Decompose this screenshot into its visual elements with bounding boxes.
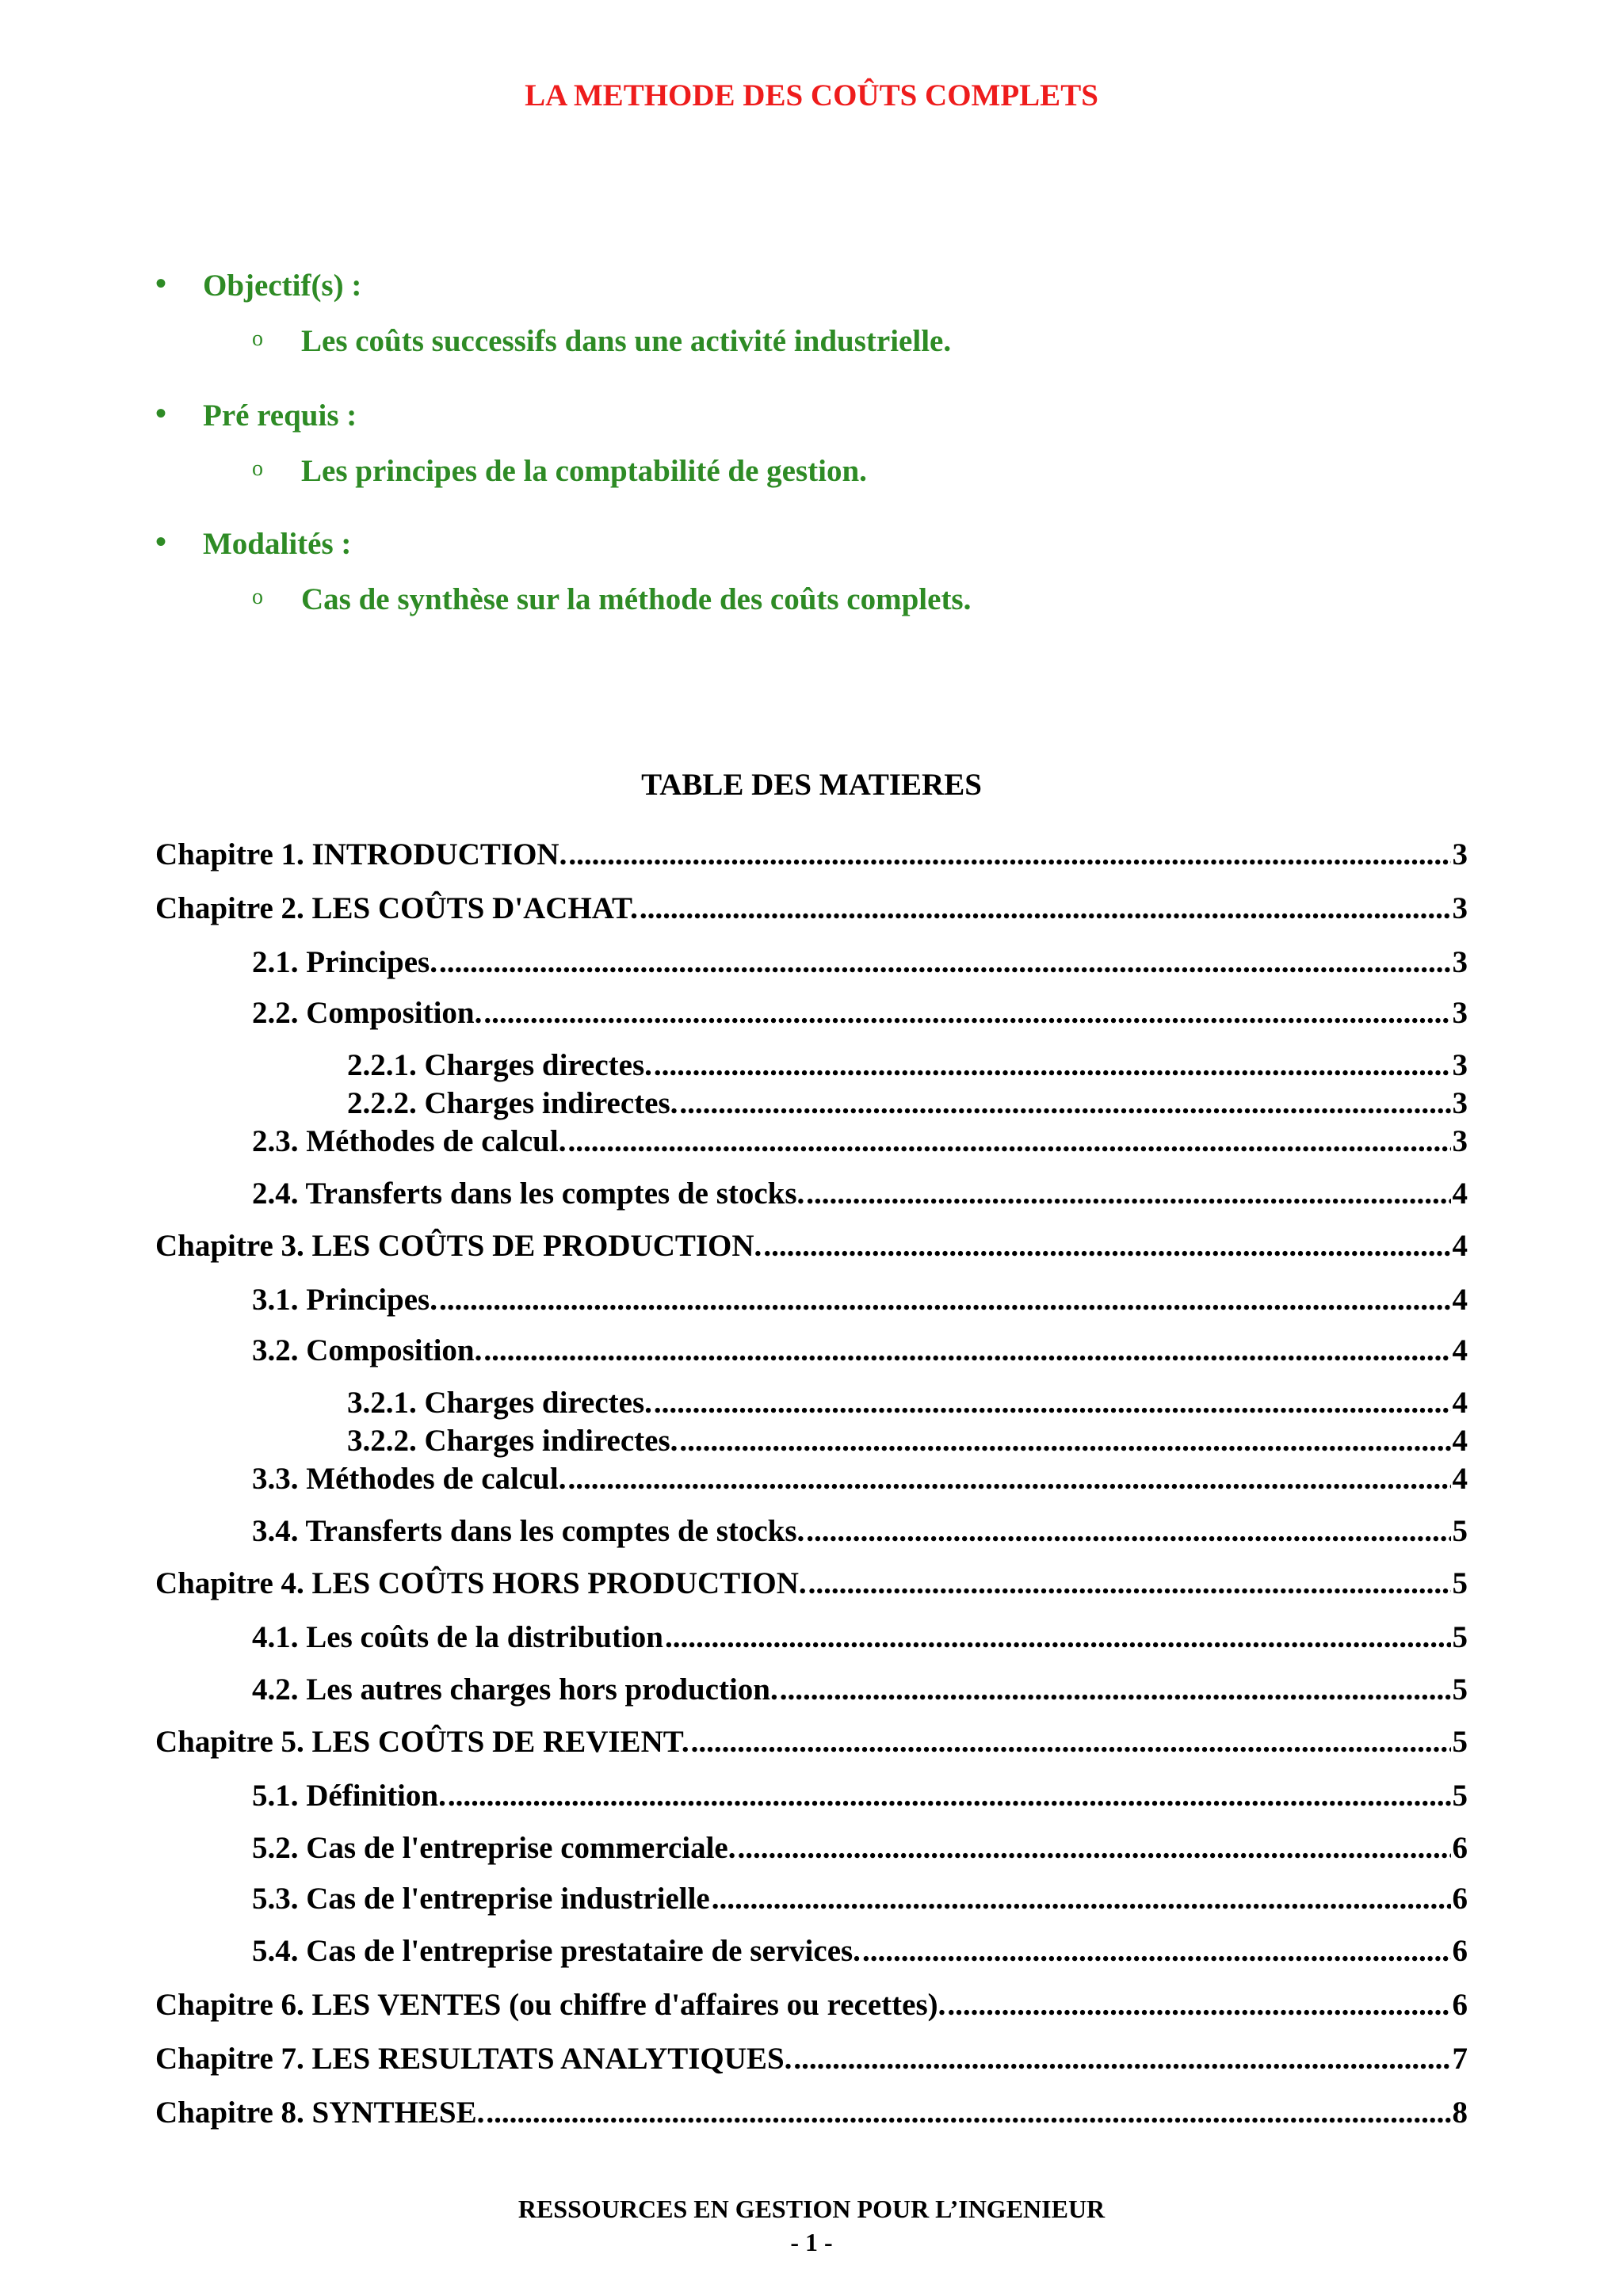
toc-entry-page: 3	[1452, 1124, 1468, 1158]
toc-entry-label: 4.2. Les autres charges hors production.	[252, 1672, 778, 1707]
toc-entry-label: Chapitre 7. LES RESULTATS ANALYTIQUES.	[155, 2042, 792, 2076]
toc-leader	[665, 1619, 1451, 1656]
toc-entry[interactable]	[252, 1513, 1468, 1550]
toc-entry[interactable]	[252, 1881, 1468, 1917]
document-title: LA METHODE DES COÛTS COMPLETS	[525, 78, 1098, 113]
toc-entry-label: 3.4. Transferts dans les comptes de stocks.	[252, 1514, 805, 1548]
toc-entry[interactable]	[252, 1672, 1468, 1708]
toc-leader	[691, 1724, 1451, 1760]
toc-entry-label: 5.4. Cas de l'entreprise prestataire de services.	[252, 1934, 861, 1968]
toc-leader	[679, 1085, 1450, 1122]
toc-entry-page: 4	[1452, 1333, 1468, 1367]
toc-entry-label: 5.2. Cas de l'entreprise commerciale.	[252, 1831, 736, 1865]
toc-leader	[654, 1047, 1451, 1084]
toc-leader	[947, 1987, 1450, 2023]
toc-entry-page: 4	[1452, 1386, 1468, 1420]
toc-entry[interactable]	[155, 1566, 1468, 1602]
objective-item-label: Les coûts successifs dans une activité industrielle.	[301, 324, 952, 358]
toc-entry[interactable]	[155, 1724, 1468, 1760]
toc-entry[interactable]	[347, 1423, 1468, 1459]
toc-entry-page: 5	[1452, 1672, 1468, 1707]
toc-leader	[808, 1566, 1451, 1602]
toc-leader	[806, 1513, 1450, 1550]
toc-entry[interactable]	[252, 1176, 1468, 1212]
toc-leader	[567, 1123, 1450, 1160]
toc-entry-page: 5	[1452, 1779, 1468, 1813]
bullet-icon: •	[155, 265, 167, 301]
toc-leader	[483, 1333, 1450, 1369]
toc-entry-page: 6	[1452, 1831, 1468, 1865]
toc-entry[interactable]	[252, 1282, 1468, 1318]
toc-entry-page: 8	[1452, 2096, 1468, 2130]
toc-leader	[640, 891, 1451, 927]
toc-entry-page: 3	[1452, 996, 1468, 1030]
toc-leader	[439, 944, 1451, 981]
toc-entry-label: 3.2.2. Charges indirectes.	[347, 1424, 678, 1458]
toc-entry-page: 5	[1452, 1725, 1468, 1759]
toc-entry[interactable]	[252, 1830, 1468, 1867]
toc-entry[interactable]	[252, 1461, 1468, 1497]
toc-entry[interactable]	[155, 1987, 1468, 2023]
toc-entry-label: Chapitre 3. LES COÛTS DE PRODUCTION.	[155, 1229, 762, 1263]
toc-entry-label: 2.2. Composition.	[252, 996, 483, 1030]
toc-entry[interactable]	[252, 1933, 1468, 1970]
toc-entry[interactable]	[155, 837, 1468, 873]
toc-leader	[793, 2041, 1450, 2077]
toc-entry-label: Chapitre 5. LES COÛTS DE REVIENT.	[155, 1725, 689, 1759]
page-number: - 1 -	[790, 2228, 833, 2256]
bullet-icon: •	[155, 524, 167, 559]
toc-leader	[780, 1672, 1451, 1708]
toc-entry[interactable]	[252, 1123, 1468, 1160]
toc-title: TABLE DES MATIERES	[641, 768, 982, 802]
toc-entry[interactable]	[252, 1333, 1468, 1369]
objective-heading-label: Objectif(s) :	[203, 269, 362, 303]
toc-entry-label: Chapitre 4. LES COÛTS HORS PRODUCTION.	[155, 1566, 807, 1600]
toc-entry-page: 4	[1452, 1229, 1468, 1263]
toc-entry[interactable]	[347, 1085, 1468, 1122]
toc-entry-label: Chapitre 1. INTRODUCTION.	[155, 837, 567, 871]
toc-leader	[806, 1176, 1450, 1212]
toc-entry-page: 3	[1452, 837, 1468, 871]
toc-entry[interactable]	[347, 1385, 1468, 1421]
prerequisite-item-label: Les principes de la comptabilité de gestion.	[301, 454, 867, 488]
toc-entry-label: 2.4. Transferts dans les comptes de stocks.	[252, 1177, 805, 1211]
toc-entry-page: 3	[1452, 945, 1468, 979]
toc-entry-label: Chapitre 8. SYNTHESE.	[155, 2096, 485, 2130]
toc-entry-page: 4	[1452, 1283, 1468, 1317]
toc-entry-page: 6	[1452, 1988, 1468, 2022]
toc-entry-page: 3	[1452, 891, 1468, 925]
toc-entry-label: 5.3. Cas de l'entreprise industrielle	[252, 1882, 710, 1916]
toc-entry-page: 6	[1452, 1882, 1468, 1916]
toc-entry-page: 4	[1452, 1462, 1468, 1496]
toc-entry-page: 4	[1452, 1177, 1468, 1211]
toc-leader	[737, 1830, 1450, 1867]
toc-leader	[439, 1282, 1451, 1318]
toc-entry[interactable]	[252, 1619, 1468, 1656]
circle-bullet-icon: o	[252, 585, 263, 609]
circle-bullet-icon: o	[252, 456, 263, 481]
toc-leader	[679, 1423, 1450, 1459]
toc-entry-label: 3.3. Méthodes de calcul.	[252, 1462, 567, 1496]
toc-leader	[862, 1933, 1451, 1970]
toc-entry-label: 2.2.2. Charges indirectes.	[347, 1086, 678, 1120]
toc-leader	[763, 1228, 1450, 1264]
toc-entry-label: 2.1. Principes.	[252, 945, 437, 979]
toc-entry-page: 5	[1452, 1566, 1468, 1600]
toc-entry[interactable]	[155, 891, 1468, 927]
toc-entry[interactable]	[252, 1778, 1468, 1814]
prerequisite-heading-label: Pré requis :	[203, 399, 357, 433]
toc-leader	[486, 2095, 1450, 2131]
toc-entry-page: 5	[1452, 1514, 1468, 1548]
toc-entry[interactable]	[252, 944, 1468, 981]
toc-entry[interactable]	[155, 2041, 1468, 2077]
toc-entry-label: 2.2.1. Charges directes.	[347, 1048, 652, 1082]
toc-entry-label: 3.2. Composition.	[252, 1333, 483, 1367]
circle-bullet-icon: o	[252, 326, 263, 351]
toc-entry-page: 4	[1452, 1424, 1468, 1458]
toc-leader	[448, 1778, 1451, 1814]
modalities-heading-label: Modalités :	[203, 527, 352, 561]
toc-entry-label: 5.1. Définition.	[252, 1779, 446, 1813]
bullet-icon: •	[155, 395, 167, 431]
toc-entry-page: 3	[1452, 1086, 1468, 1120]
toc-leader	[483, 995, 1450, 1032]
toc-leader	[712, 1881, 1451, 1917]
toc-entry-page: 5	[1452, 1620, 1468, 1654]
toc-entry-label: Chapitre 6. LES VENTES (ou chiffre d'affaires ou recettes).	[155, 1988, 946, 2022]
toc-leader	[568, 837, 1450, 873]
toc-entry-page: 6	[1452, 1934, 1468, 1968]
toc-entry-page: 7	[1452, 2042, 1468, 2076]
toc-entry-label: Chapitre 2. LES COÛTS D'ACHAT.	[155, 891, 638, 925]
modalities-item-label: Cas de synthèse sur la méthode des coûts complets.	[301, 582, 972, 616]
toc-entry-label: 3.1. Principes.	[252, 1283, 437, 1317]
toc-entry-label: 3.2.1. Charges directes.	[347, 1386, 652, 1420]
toc-leader	[654, 1385, 1451, 1421]
toc-entry-label: 4.1. Les coûts de la distribution	[252, 1620, 663, 1654]
toc-entry[interactable]	[252, 995, 1468, 1032]
toc-entry-page: 3	[1452, 1048, 1468, 1082]
toc-entry[interactable]	[347, 1047, 1468, 1084]
toc-leader	[567, 1461, 1450, 1497]
footer-title: RESSOURCES EN GESTION POUR L’INGENIEUR	[517, 2195, 1106, 2223]
toc-entry[interactable]	[155, 1228, 1468, 1264]
toc-entry-label: 2.3. Méthodes de calcul.	[252, 1124, 567, 1158]
toc-entry[interactable]	[155, 2095, 1468, 2131]
